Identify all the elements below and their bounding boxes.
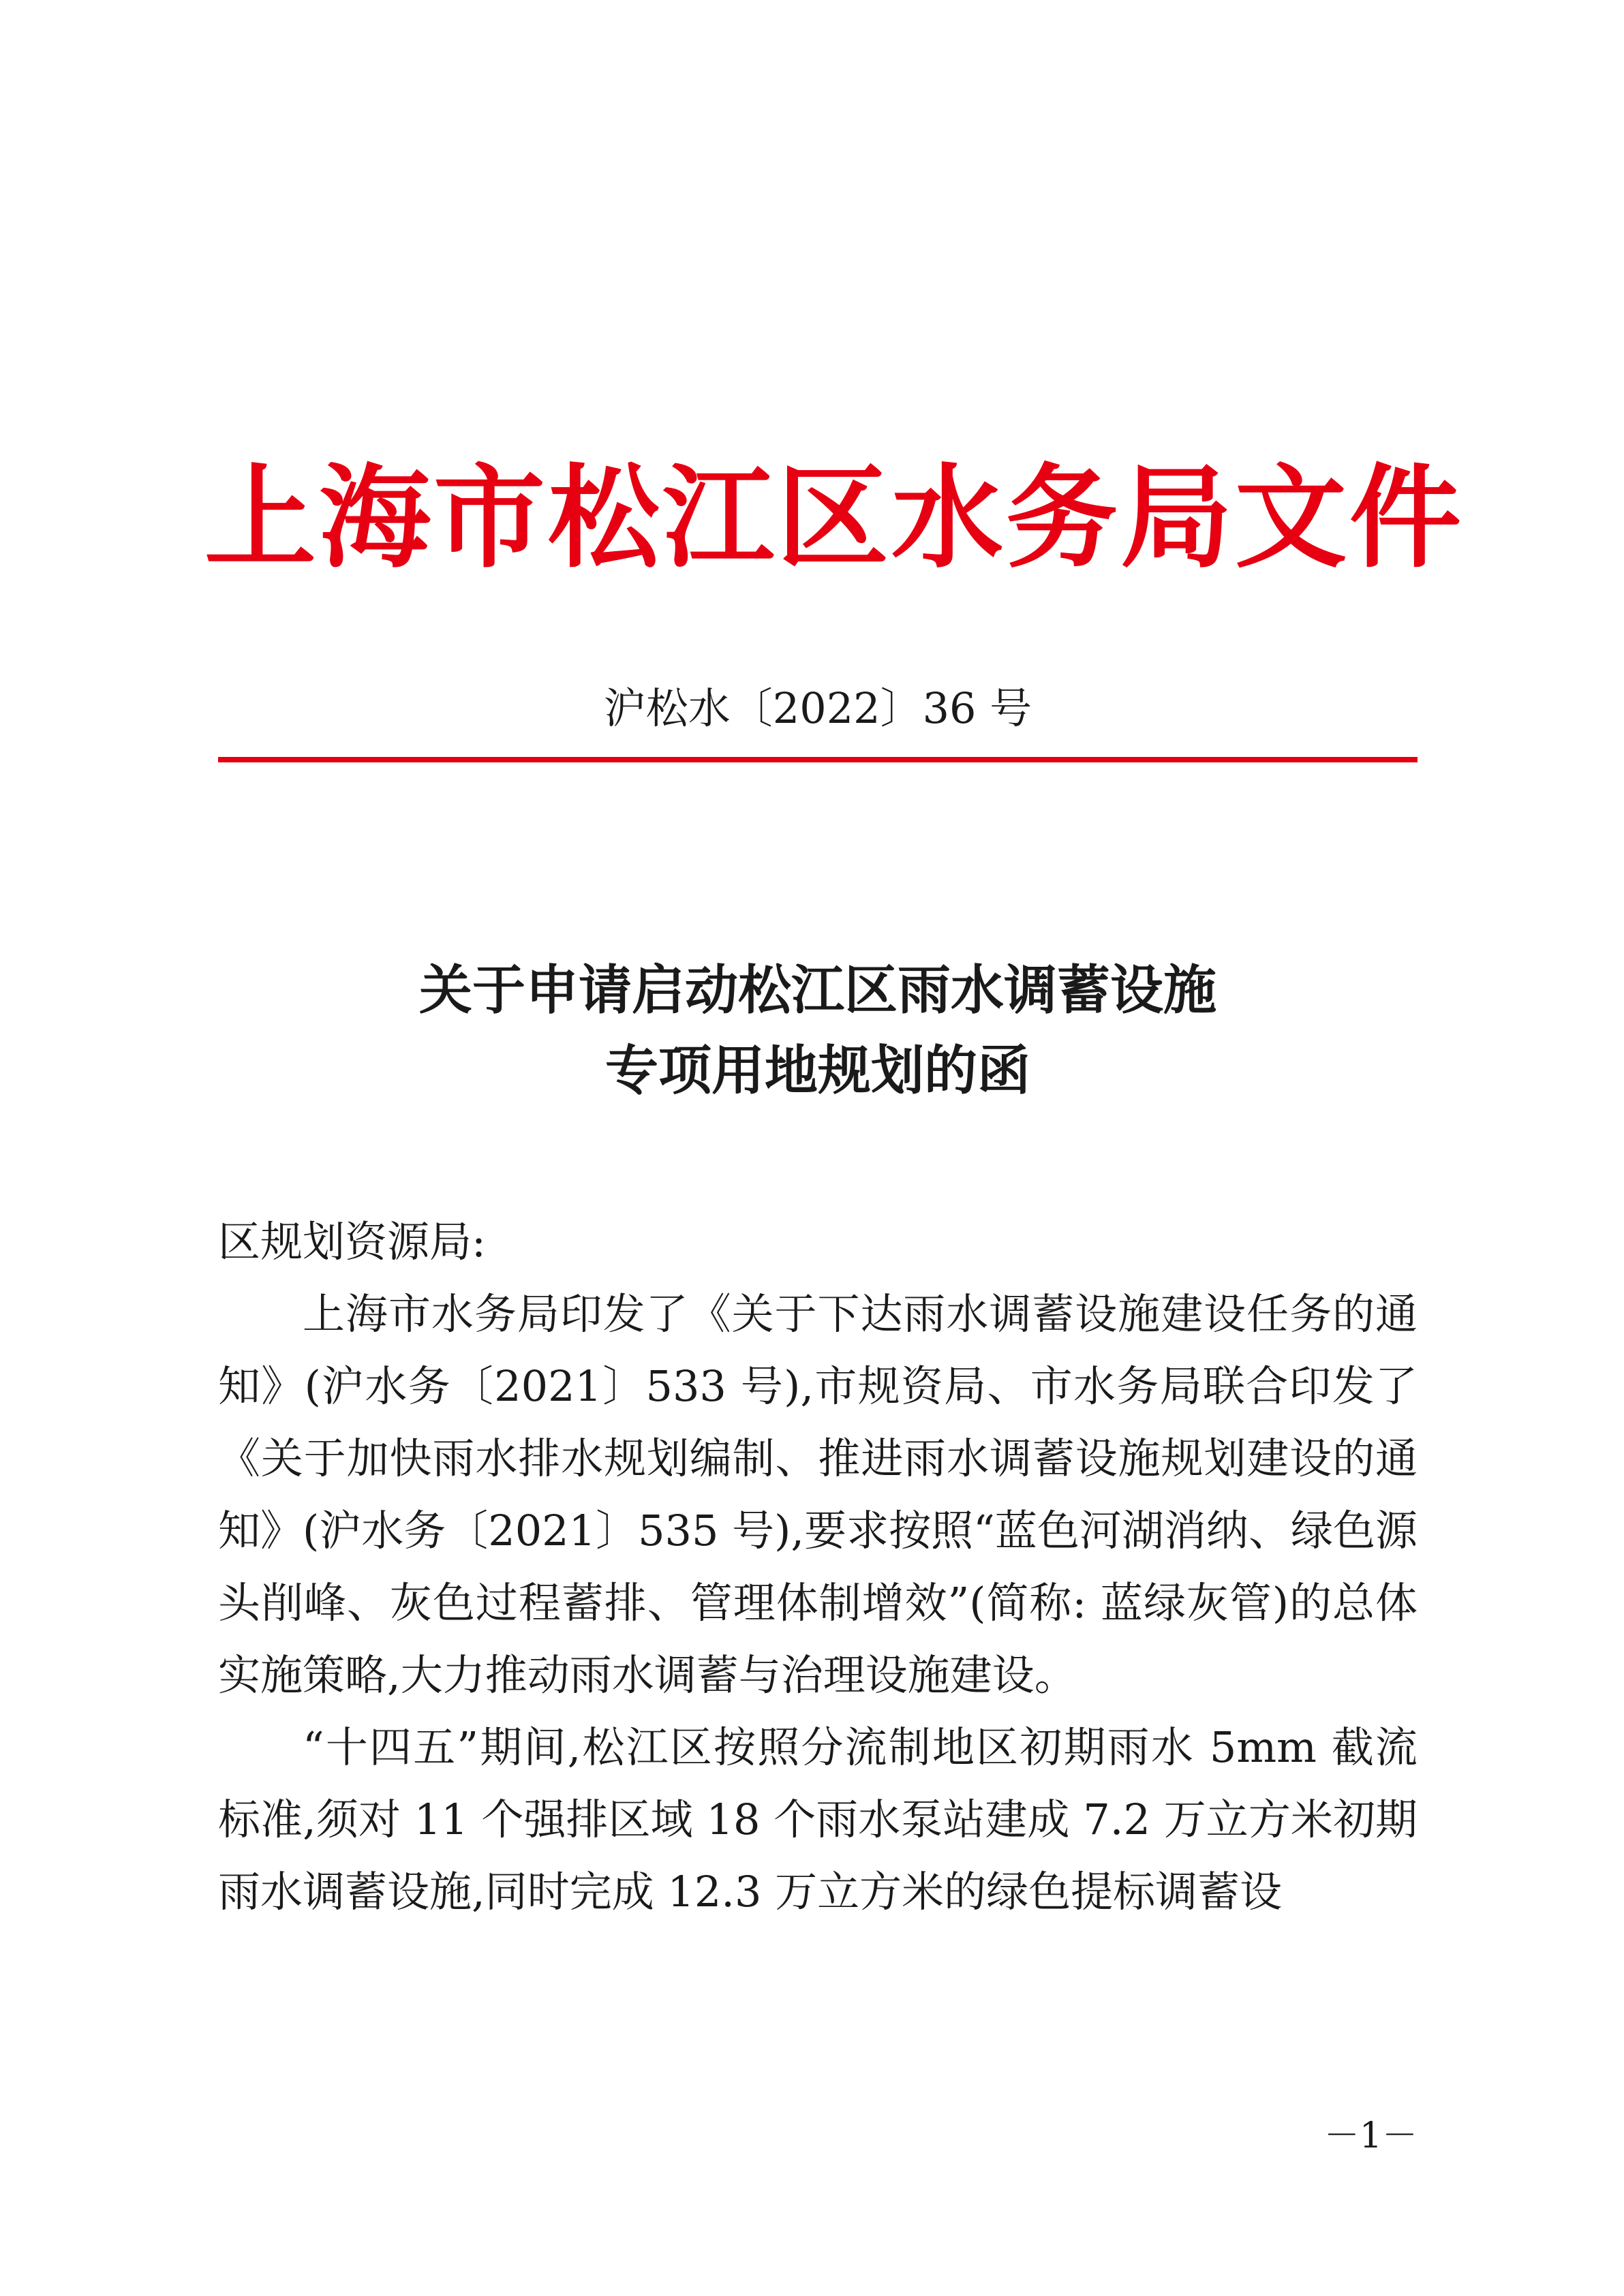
body-paragraph-1: 上海市水务局印发了《关于下达雨水调蓄设施建设任务的通知》(沪水务〔2021〕533 号),市规资局、市水务局联合印发了《关于加快雨水排水规划编制、推进雨水调蓄设施规划建设的通知》(沪水务〔2021〕535 号),要求按照“蓝色河湖消纳、绿色源头削峰、灰色过程蓄排、管理体制增效”(简称: 蓝绿灰管)的总体实施策略,大力推动雨水调蓄与治理设施建设。 xyxy=(218,1289,1418,1700)
header-divider xyxy=(218,757,1418,762)
document-masthead: 上海市松江区水务局文件 xyxy=(204,452,1465,583)
salutation: 区规划资源局: xyxy=(218,1217,486,1267)
body-paragraph-2: “十四五”期间,松江区按照分流制地区初期雨水 5mm 截流标准,须对 11 个强排区域 18 个雨水泵站建成 7.2 万立方米初期雨水调蓄设施,同时完成 12.3 万立方米的绿色提标调蓄设 xyxy=(218,1722,1418,1917)
title-line-1: 关于申请启动松江区雨水调蓄设施 xyxy=(418,959,1216,1021)
title-line-2: 专项用地规划的函 xyxy=(604,1040,1030,1102)
document-body xyxy=(218,1206,1418,1928)
page-number: －1－ xyxy=(1323,2115,1418,2156)
document-number: 沪松水〔2022〕36 号 xyxy=(603,683,1032,733)
document-title xyxy=(218,950,1418,1111)
